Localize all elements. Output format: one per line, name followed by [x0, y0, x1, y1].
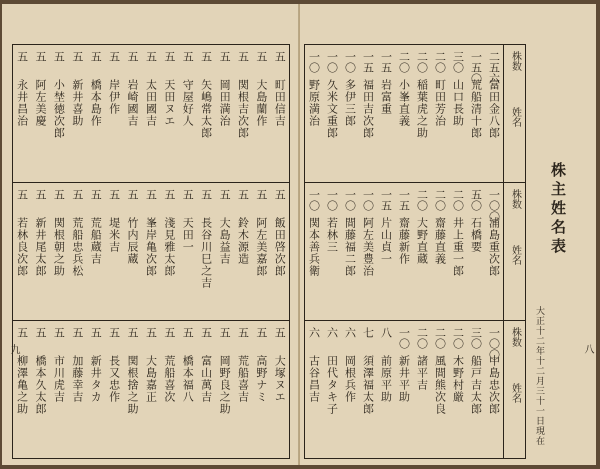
share-count: 五: [34, 51, 48, 62]
share-count: 二五六: [487, 51, 501, 84]
shareholder-name: 岡根兵作: [343, 355, 357, 403]
share-count: 一〇: [343, 51, 357, 73]
shareholder-name: 野原満治: [307, 79, 321, 127]
shareholder-entry: [31, 45, 49, 182]
share-count: 一〇〇: [487, 189, 501, 222]
shareholder-name: 浦島重次郎: [487, 217, 501, 277]
shareholder-entry: [485, 183, 503, 320]
share-count: 八: [379, 327, 393, 338]
shares-header: 株数: [509, 51, 521, 71]
share-count: 一〇: [361, 189, 375, 211]
share-count: 二〇: [451, 327, 465, 349]
shareholder-entry: [359, 321, 377, 458]
shareholder-name: 新井タカ: [89, 355, 103, 403]
share-count: 二〇: [433, 327, 447, 349]
shareholder-entry: [377, 45, 395, 182]
shareholder-entry: [323, 183, 341, 320]
share-count: 五: [89, 51, 103, 62]
shareholder-entry: [68, 183, 86, 320]
shareholder-entry: [395, 45, 413, 182]
shareholder-name: 岩崎國吉: [126, 79, 140, 127]
shareholder-name: 加藤幸吉: [70, 355, 84, 403]
share-count: 一〇: [307, 189, 321, 211]
shareholder-entry: [87, 183, 105, 320]
shareholder-name: 矢嶋常太郎: [199, 79, 213, 139]
shareholder-entry: [413, 321, 431, 458]
share-count: 五: [52, 327, 66, 338]
share-count: 六: [343, 327, 357, 338]
share-count: 二〇: [415, 189, 429, 211]
shareholder-name: 荒船蔵吉: [89, 217, 103, 265]
shareholder-entry: [305, 45, 323, 182]
shareholder-entry: [467, 321, 485, 458]
shareholder-entry: [341, 45, 359, 182]
shareholder-name: 守屋好人: [181, 79, 195, 127]
share-count: 二〇: [415, 51, 429, 73]
shareholder-name: 柳澤亀之助: [15, 355, 29, 415]
share-count: 二〇: [397, 51, 411, 73]
share-count: 一五: [379, 51, 393, 73]
shareholder-entry: [160, 321, 178, 458]
shareholder-name: 阿左美豊治: [361, 217, 375, 277]
shareholder-entry: [87, 45, 105, 182]
shareholder-entry: [50, 321, 68, 458]
shareholder-name: 小埜徳次郎: [52, 79, 66, 139]
share-count: 五: [15, 327, 29, 338]
share-count: 五: [254, 189, 268, 200]
shareholder-entry: [123, 45, 141, 182]
shareholder-name: 荒船喜次: [162, 355, 176, 403]
page-title: 株主姓名表: [549, 162, 567, 257]
shareholder-name: 鈴木源造: [236, 217, 250, 265]
share-count: 五: [199, 51, 213, 62]
shareholder-name: 山口長助: [451, 79, 465, 127]
shareholder-name: 太田國吉: [144, 79, 158, 127]
share-count: 五: [236, 327, 250, 338]
entry-columns: [305, 321, 503, 458]
shareholder-entry: [323, 45, 341, 182]
shareholder-entry: [323, 321, 341, 458]
shareholder-entry: [215, 45, 233, 182]
shareholder-name: 峯岸亀次郎: [144, 217, 158, 277]
date-line: 大正十二年十二月三十一日現在: [534, 306, 544, 446]
shareholder-entry: [123, 183, 141, 320]
share-count: 五: [70, 51, 84, 62]
shareholder-name: 片山貞一: [379, 217, 393, 265]
shareholder-name: 齋藤直義: [433, 217, 447, 265]
entry-columns: [13, 183, 289, 320]
shareholder-name: 市川虎吉: [52, 355, 66, 403]
share-count: 五: [273, 189, 287, 200]
shareholder-name: 関根吉次郎: [236, 79, 250, 139]
shareholder-entry: [142, 45, 160, 182]
header-cell: [503, 183, 525, 320]
share-count: 五: [199, 189, 213, 200]
shareholder-name: 風間熊次良: [433, 355, 447, 415]
shareholder-name: 新井平助: [397, 355, 411, 403]
share-count: 二〇: [415, 327, 429, 349]
shareholder-entry: [142, 183, 160, 320]
shareholder-entry: [142, 321, 160, 458]
shareholder-entry: [252, 321, 270, 458]
shareholder-name: 阿左美慶: [34, 79, 48, 127]
shareholder-entry: [271, 45, 289, 182]
shareholder-name: 大野直蔵: [415, 217, 429, 265]
shareholder-entry: [234, 183, 252, 320]
shareholder-name: 高野ナミ: [254, 355, 268, 403]
share-count: 五: [70, 327, 84, 338]
shareholder-name: 多伊三郎: [343, 79, 357, 127]
shareholder-name: 石橋要: [469, 217, 483, 253]
entry-columns: [13, 45, 289, 182]
share-count: 五: [70, 189, 84, 200]
share-count: 五: [181, 51, 195, 62]
share-count: 五: [15, 51, 29, 62]
share-count: 五: [89, 189, 103, 200]
left-table-band-2: [13, 183, 289, 321]
shareholder-name: 船戸吉太郎: [469, 355, 483, 415]
share-count: 五: [126, 51, 140, 62]
shareholder-entry: [123, 321, 141, 458]
shareholder-entry: [341, 183, 359, 320]
shareholder-entry: [160, 183, 178, 320]
shareholder-name: 長又忠作: [107, 355, 121, 403]
header-cell: [503, 321, 525, 458]
share-count: 一五: [397, 189, 411, 211]
shareholder-entry: [413, 183, 431, 320]
share-count: 五: [236, 189, 250, 200]
entry-columns: [13, 321, 289, 458]
shareholder-name: 木野村厳: [451, 355, 465, 403]
share-count: 五: [126, 189, 140, 200]
entry-columns: [305, 45, 503, 182]
shareholder-name: 間藤福二郎: [343, 217, 357, 277]
shareholder-entry: [215, 321, 233, 458]
shareholder-name: 関根朝之助: [52, 217, 66, 277]
name-header: 姓名: [509, 107, 521, 127]
shareholder-entry: [234, 321, 252, 458]
shareholder-name: 荒船喜吉: [236, 355, 250, 403]
shareholder-entry: [197, 45, 215, 182]
shareholder-entry: [13, 183, 31, 320]
shareholder-name: 橋本久太郎: [34, 355, 48, 415]
shareholder-name: 堤米吉: [107, 217, 121, 253]
shareholder-entry: [197, 321, 215, 458]
entry-columns: [305, 183, 503, 320]
shareholder-entry: [215, 183, 233, 320]
shareholder-entry: [87, 321, 105, 458]
title-column: [532, 44, 593, 459]
shareholder-name: 淺見雅太郎: [162, 217, 176, 277]
shareholder-name: 新井喜助: [70, 79, 84, 127]
shareholder-name: 荒船清十郎: [469, 79, 483, 139]
shareholder-name: 永井昌治: [15, 79, 29, 127]
shareholder-entry: [105, 321, 123, 458]
shareholder-name: 前原平助: [379, 355, 393, 403]
shares-header: 株数: [509, 189, 521, 209]
share-count: 五: [52, 51, 66, 62]
name-header: 姓名: [509, 245, 521, 265]
shareholder-entry: [197, 183, 215, 320]
page-number-right: 八: [582, 344, 593, 354]
share-count: 一五〇: [469, 51, 483, 84]
share-count: 一〇: [307, 51, 321, 73]
shareholder-entry: [431, 321, 449, 458]
shareholder-name: 古谷昌吉: [307, 355, 321, 403]
shareholder-entry: [31, 183, 49, 320]
shareholder-entry: [431, 45, 449, 182]
shareholder-name: 大島嘉正: [144, 355, 158, 403]
shareholder-entry: [449, 321, 467, 458]
shareholder-name: 若林良次郎: [15, 217, 29, 277]
share-count: 五: [144, 51, 158, 62]
share-count: 五: [126, 327, 140, 338]
shareholder-entry: [485, 321, 503, 458]
shareholder-entry: [359, 45, 377, 182]
share-count: 五: [218, 189, 232, 200]
share-count: 一〇: [325, 51, 339, 73]
shareholder-name: 岡野良之助: [218, 355, 232, 415]
shareholder-name: 井上重一郎: [451, 217, 465, 277]
share-count: 五: [89, 327, 103, 338]
shares-header: 株数: [509, 327, 521, 347]
shareholder-name: 町田信吉: [273, 79, 287, 127]
share-count: 五: [254, 51, 268, 62]
shareholder-name: 岡田満治: [218, 79, 232, 127]
shareholder-entry: [234, 45, 252, 182]
shareholder-entry: [395, 183, 413, 320]
share-count: 五: [34, 327, 48, 338]
shareholder-name: 福田吉次郎: [361, 79, 375, 139]
shareholder-name: 中島忠次郎: [487, 355, 501, 415]
shareholder-entry: [467, 183, 485, 320]
share-count: 五: [181, 189, 195, 200]
shareholder-name: 小峯直義: [397, 79, 411, 127]
shareholder-entry: [50, 45, 68, 182]
share-count: 五: [199, 327, 213, 338]
left-page: [2, 4, 299, 465]
shareholder-entry: [13, 45, 31, 182]
right-table-band-1: [305, 45, 525, 183]
share-count: 五: [218, 327, 232, 338]
shareholder-entry: [485, 45, 503, 182]
share-count: 六: [325, 327, 339, 338]
shareholder-name: 久米文重郎: [325, 79, 339, 139]
right-page: [300, 4, 596, 465]
shareholder-entry: [179, 183, 197, 320]
shareholder-name: 橋本福八: [181, 355, 195, 403]
shareholder-name: 関根捨之助: [126, 355, 140, 415]
shareholder-entry: [449, 45, 467, 182]
share-count: 五: [273, 51, 287, 62]
shareholder-name: 岩富重: [379, 79, 393, 115]
shareholder-entry: [341, 321, 359, 458]
shareholder-entry: [413, 45, 431, 182]
shareholder-entry: [271, 321, 289, 458]
shareholder-name: 富山萬吉: [199, 355, 213, 403]
share-count: 一〇: [397, 327, 411, 349]
share-count: 二〇: [451, 189, 465, 211]
shareholder-name: 荒船忠兵松: [70, 217, 84, 277]
shareholder-entry: [359, 183, 377, 320]
shareholder-entry: [105, 45, 123, 182]
shareholder-name: 稲葉虎之助: [415, 79, 429, 139]
share-count: 二〇: [433, 189, 447, 211]
shareholder-name: 飯田啓次郎: [273, 217, 287, 277]
shareholder-name: 岸伊作: [107, 79, 121, 115]
share-count: 五: [162, 51, 176, 62]
shareholder-name: 長谷川巳之吉: [199, 217, 213, 289]
share-count: 一〇〇: [487, 327, 501, 360]
share-count: 五: [162, 189, 176, 200]
shareholder-name: 齋藤新作: [397, 217, 411, 265]
shareholder-name: 大塚ヌエ: [273, 355, 287, 403]
share-count: 五: [273, 327, 287, 338]
shareholder-name: 新井尾太郎: [34, 217, 48, 277]
share-count: 二〇: [433, 51, 447, 73]
right-table-band-3: [305, 321, 525, 458]
right-shareholder-table: [304, 44, 526, 459]
left-table-band-3: [13, 321, 289, 458]
shareholder-entry: [105, 183, 123, 320]
share-count: 五: [218, 51, 232, 62]
share-count: 五: [236, 51, 250, 62]
share-count: 六: [307, 327, 321, 338]
right-table-band-2: [305, 183, 525, 321]
share-count: 五: [15, 189, 29, 200]
shareholder-entry: [68, 321, 86, 458]
shareholder-name: 田代タキ子: [325, 355, 339, 415]
shareholder-name: 富田金八郎: [487, 79, 501, 139]
shareholder-entry: [305, 183, 323, 320]
shareholder-entry: [252, 183, 270, 320]
share-count: 五: [34, 189, 48, 200]
shareholder-name: 若林三: [325, 217, 339, 253]
shareholder-name: 天田ヌエ: [162, 79, 176, 127]
shareholder-entry: [179, 45, 197, 182]
shareholder-name: 竹内辰蔵: [126, 217, 140, 265]
shareholder-name: 町田芳治: [433, 79, 447, 127]
shareholder-name: 阿左美嘉郎: [254, 217, 268, 277]
shareholder-entry: [431, 183, 449, 320]
share-count: 五: [144, 189, 158, 200]
shareholder-entry: [395, 321, 413, 458]
header-cell: [503, 45, 525, 182]
shareholder-entry: [449, 183, 467, 320]
shareholder-name: 関本善兵衛: [307, 217, 321, 277]
shareholder-entry: [377, 183, 395, 320]
share-count: 一〇: [325, 189, 339, 211]
share-count: 一〇: [343, 189, 357, 211]
shareholder-entry: [31, 321, 49, 458]
shareholder-entry: [377, 321, 395, 458]
left-shareholder-table: [12, 44, 290, 459]
shareholder-entry: [179, 321, 197, 458]
left-table-band-1: [13, 45, 289, 183]
share-count: 一五: [379, 189, 393, 211]
share-count: 一五: [361, 51, 375, 73]
shareholder-entry: [13, 321, 31, 458]
shareholder-entry: [252, 45, 270, 182]
share-count: 五: [107, 327, 121, 338]
shareholder-name: 須澤福太郎: [361, 355, 375, 415]
page-number-left: 九: [8, 344, 19, 354]
share-count: 五: [181, 327, 195, 338]
shareholder-name: 諸平吉: [415, 355, 429, 391]
shareholder-entry: [271, 183, 289, 320]
share-count: 五: [107, 51, 121, 62]
share-count: 五: [144, 327, 158, 338]
shareholder-entry: [50, 183, 68, 320]
share-count: 七: [361, 327, 375, 338]
shareholder-name: 橋本島作: [89, 79, 103, 127]
share-count: 五: [107, 189, 121, 200]
share-count: 三〇: [469, 327, 483, 349]
share-count: 五: [52, 189, 66, 200]
share-count: 五: [162, 327, 176, 338]
shareholder-name: 大島益吉: [218, 217, 232, 265]
share-count: 三〇: [451, 51, 465, 73]
shareholder-entry: [305, 321, 323, 458]
name-header: 姓名: [509, 383, 521, 403]
shareholder-entry: [68, 45, 86, 182]
shareholder-name: 大島蘭作: [254, 79, 268, 127]
shareholder-name: 天田一: [181, 217, 195, 253]
share-count: 五〇: [469, 189, 483, 211]
share-count: 五: [254, 327, 268, 338]
shareholder-entry: [160, 45, 178, 182]
shareholder-entry: [467, 45, 485, 182]
